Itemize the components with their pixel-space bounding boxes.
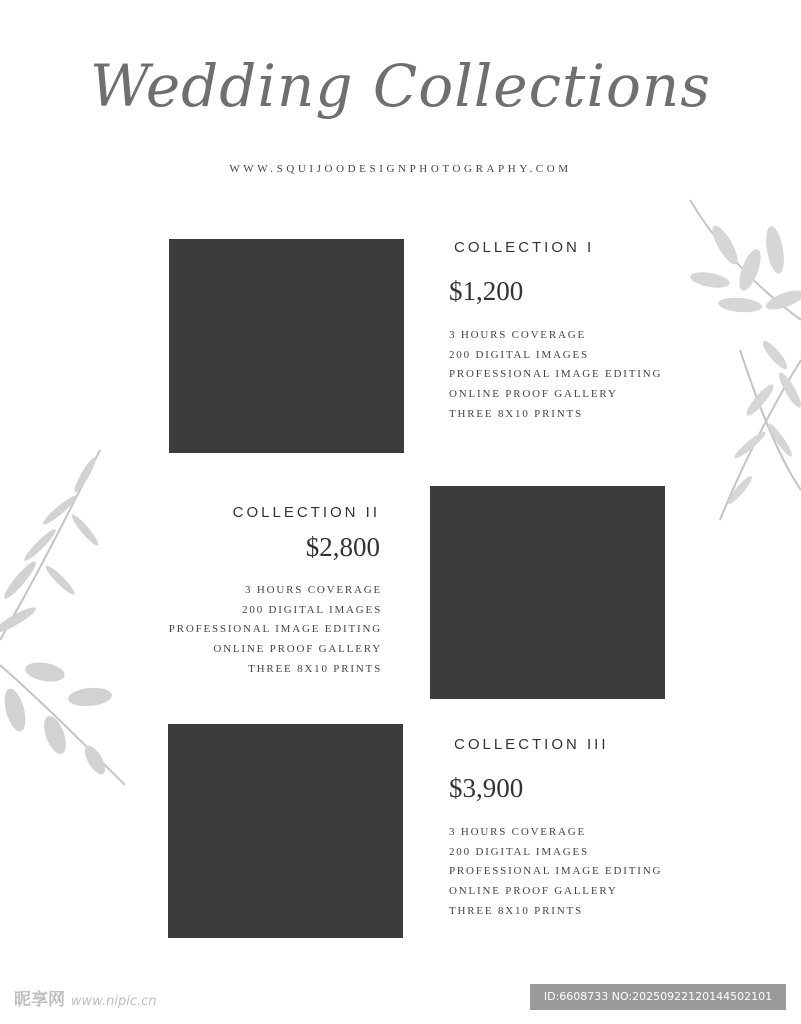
leaf-branch-left — [0, 450, 130, 790]
feature-item: 200 DIGITAL IMAGES — [449, 348, 589, 361]
feature-item: THREE 8X10 PRINTS — [449, 407, 583, 420]
collection-heading: COLLECTION II — [232, 504, 380, 521]
feature-list — [169, 581, 382, 679]
collection-price: $1,200 — [449, 276, 524, 306]
feature-item: THREE 8X10 PRINTS — [248, 662, 382, 675]
collection-heading: COLLECTION III — [454, 736, 609, 753]
watermark-site-name: 昵享网 — [14, 990, 65, 1010]
photo-placeholder-collection-2 — [430, 486, 665, 699]
watermark-image-id: ID:6608733 NO:20250922120144502101 — [530, 984, 786, 1010]
feature-item: 200 DIGITAL IMAGES — [242, 603, 382, 616]
website-url: WWW.SQUIJOODESIGNPHOTOGRAPHY.COM — [229, 163, 572, 175]
feature-item: ONLINE PROOF GALLERY — [213, 643, 382, 656]
feature-item: 3 HOURS COVERAGE — [245, 584, 382, 596]
photo-placeholder-collection-1 — [169, 239, 404, 453]
page-title: Wedding Collections — [89, 52, 712, 120]
feature-list — [449, 326, 662, 424]
collection-price: $3,900 — [449, 773, 524, 803]
feature-item: PROFESSIONAL IMAGE EDITING — [168, 623, 382, 636]
feature-item: PROFESSIONAL IMAGE EDITING — [449, 865, 663, 878]
feature-list — [449, 823, 662, 921]
feature-item: PROFESSIONAL IMAGE EDITING — [449, 368, 663, 381]
feature-item: 3 HOURS COVERAGE — [449, 826, 586, 838]
feature-item: ONLINE PROOF GALLERY — [449, 388, 618, 401]
collection-heading: COLLECTION I — [454, 239, 595, 256]
leaf-branch-top-right — [680, 190, 801, 530]
feature-item: 200 DIGITAL IMAGES — [449, 845, 589, 858]
feature-item: ONLINE PROOF GALLERY — [449, 885, 618, 898]
feature-item: 3 HOURS COVERAGE — [449, 329, 586, 341]
watermark-site-url: www.nipic.cn — [70, 994, 157, 1009]
feature-item: THREE 8X10 PRINTS — [449, 904, 583, 917]
collection-price: $2,800 — [305, 532, 380, 562]
photo-placeholder-collection-3 — [168, 724, 403, 938]
watermark-site — [14, 985, 157, 1010]
